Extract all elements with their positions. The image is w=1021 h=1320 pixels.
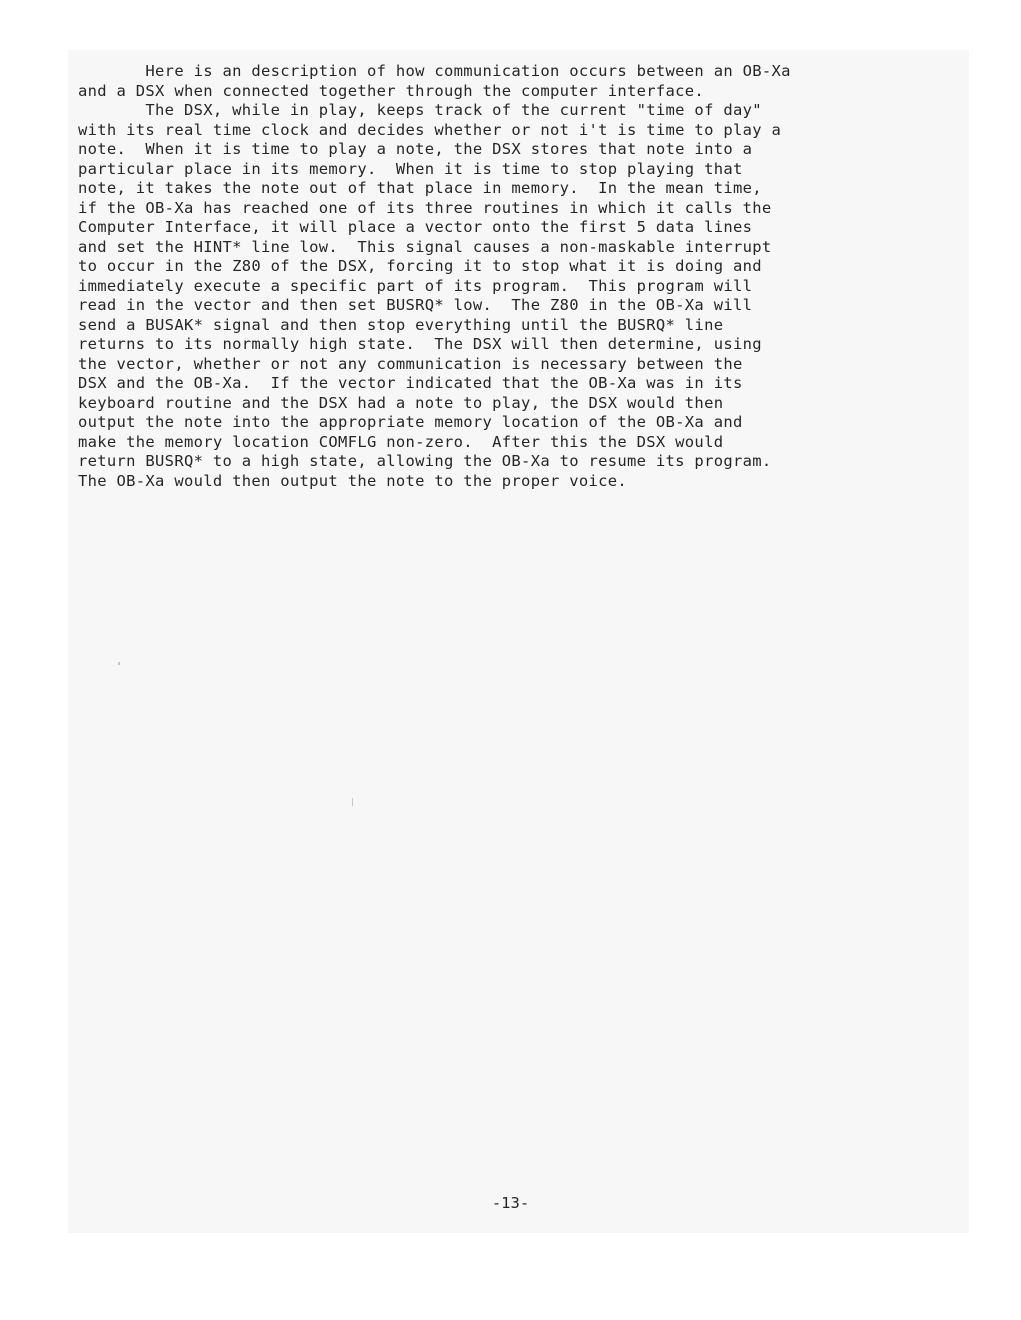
text-line: note, it takes the note out of that place in memory. In the mean time, — [78, 179, 762, 197]
text-line: DSX and the OB-Xa. If the vector indicated that the OB-Xa was in its — [78, 374, 743, 392]
text-line: Computer Interface, it will place a vector onto the first 5 data lines — [78, 218, 753, 236]
text-line: and set the HINT* line low. This signal causes a non-maskable interrupt — [78, 237, 772, 256]
body-text — [78, 62, 958, 491]
text-line: immediately execute a specific part of its program. This program will — [78, 276, 753, 295]
text-line: return BUSRQ* to a high state, allowing the OB-Xa to resume its program. — [78, 452, 772, 470]
text-line: The DSX, while in play, keeps track of the current "time of day" — [78, 101, 762, 119]
text-line: make the memory location COMFLG non-zero. After this the DSX would — [78, 432, 724, 451]
text-line: to occur in the Z80 of the DSX, forcing it to stop what it is doing and — [78, 257, 762, 275]
scan-speck — [118, 662, 120, 665]
text-line: The OB-Xa would then output the note to the proper voice. — [78, 471, 628, 490]
text-line: send a BUSAK* signal and then stop everything until the BUSRQ* line — [78, 315, 724, 334]
text-line: output the note into the appropriate memory location of the OB-Xa and — [78, 413, 743, 431]
text-line: note. When it is time to play a note, the DSX stores that note into a — [78, 140, 753, 158]
text-line: Here is an description of how communication occurs between an OB-Xa — [78, 62, 791, 80]
text-line: particular place in its memory. When it is time to stop playing that — [78, 159, 743, 178]
text-line: keyboard routine and the DSX had a note to play, the DSX would then — [78, 393, 724, 412]
text-line: read in the vector and then set BUSRQ* low. The Z80 in the OB-Xa will — [78, 296, 753, 314]
text-line: and a DSX when connected together through the computer interface. — [78, 81, 705, 100]
text-line: the vector, whether or not any communication is necessary between the — [78, 354, 743, 373]
scan-speck — [352, 798, 353, 806]
text-line: returns to its normally high state. The DSX will then determine, using — [78, 335, 762, 353]
text-line: if the OB-Xa has reached one of its three routines in which it calls the — [78, 198, 772, 217]
page-number: -13- — [491, 1194, 530, 1212]
text-line: with its real time clock and decides whether or not i't is time to play a — [78, 120, 782, 139]
